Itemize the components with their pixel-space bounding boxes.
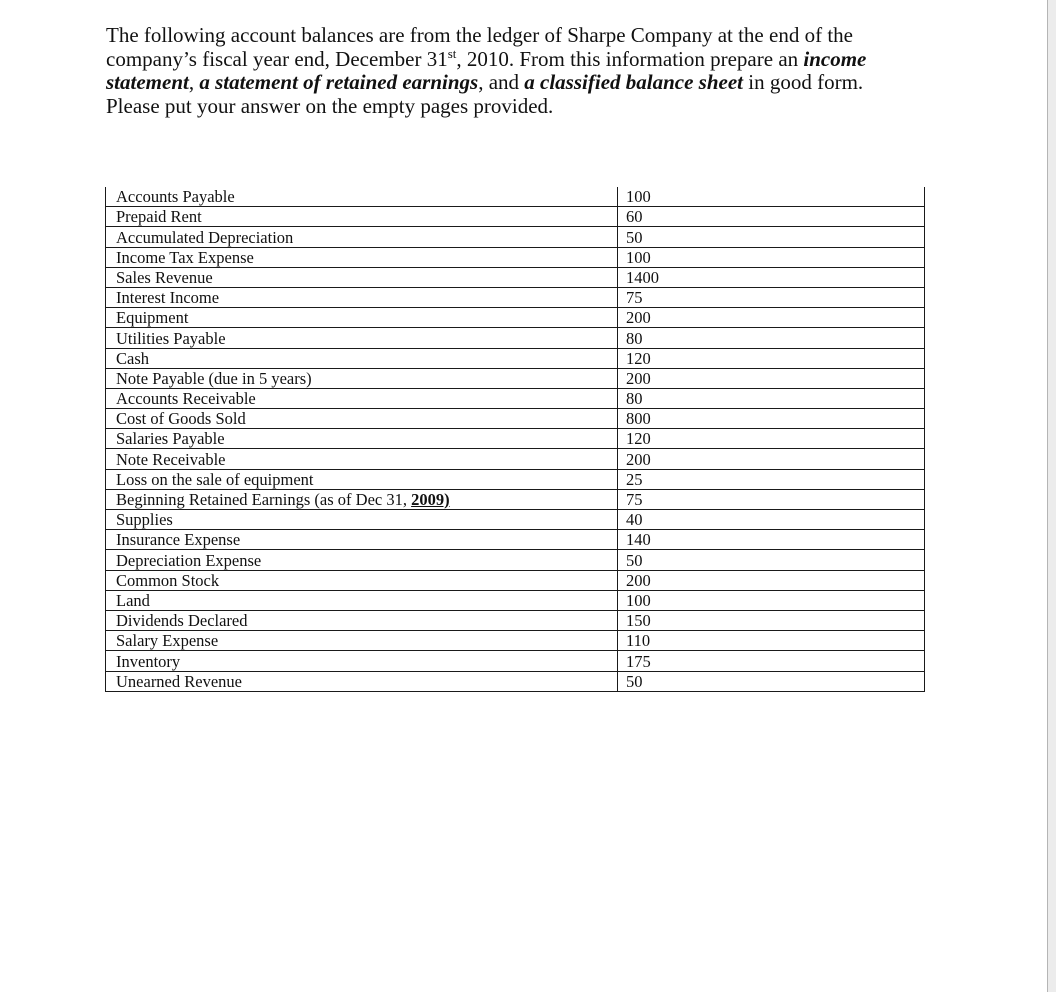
account-name: Unearned Revenue xyxy=(106,671,618,691)
account-amount: 80 xyxy=(618,388,925,408)
account-name: Depreciation Expense xyxy=(106,550,618,570)
table-row xyxy=(106,610,925,630)
table-row xyxy=(106,510,925,530)
account-amount: 800 xyxy=(618,409,925,429)
account-name: Supplies xyxy=(106,510,618,530)
account-name: Cost of Goods Sold xyxy=(106,409,618,429)
table-row xyxy=(106,308,925,328)
account-amount: 40 xyxy=(618,510,925,530)
account-name: Note Receivable xyxy=(106,449,618,469)
table-row xyxy=(106,429,925,449)
account-name: Dividends Declared xyxy=(106,610,618,630)
table-row xyxy=(106,449,925,469)
account-amount: 200 xyxy=(618,308,925,328)
table-row xyxy=(106,409,925,429)
account-amount: 110 xyxy=(618,631,925,651)
account-name: Utilities Payable xyxy=(106,328,618,348)
table-row xyxy=(106,671,925,691)
instructions-paragraph: The following account balances are from the ledger of Sharpe Company at the end of the company’s fiscal year end, December 31st, 2010. From this information prepare an income statement, a statement of retained earnings, and a classified balance sheet in good form. Please put your answer on the empty pages provided. xyxy=(106,23,867,118)
account-name: Inventory xyxy=(106,651,618,671)
account-amount: 140 xyxy=(618,530,925,550)
table-row xyxy=(106,631,925,651)
account-amount: 200 xyxy=(618,449,925,469)
account-amount: 80 xyxy=(618,328,925,348)
account-name: Interest Income xyxy=(106,287,618,307)
account-amount: 150 xyxy=(618,610,925,630)
account-balances-table xyxy=(105,187,925,692)
table-row xyxy=(106,287,925,307)
account-amount: 50 xyxy=(618,227,925,247)
account-amount: 120 xyxy=(618,348,925,368)
account-name: Insurance Expense xyxy=(106,530,618,550)
table-row xyxy=(106,227,925,247)
account-amount: 200 xyxy=(618,368,925,388)
account-name: Income Tax Expense xyxy=(106,247,618,267)
account-amount: 100 xyxy=(618,187,925,207)
account-name: Prepaid Rent xyxy=(106,207,618,227)
account-name-text: Beginning Retained Earnings (as of Dec 31, xyxy=(116,490,412,509)
account-amount: 200 xyxy=(618,570,925,590)
page-edge xyxy=(1047,0,1056,992)
income-statement-emphasis: income statement xyxy=(106,46,867,94)
year-emphasis: 2009) xyxy=(411,490,450,509)
account-name: Accounts Receivable xyxy=(106,388,618,408)
account-amount: 100 xyxy=(618,247,925,267)
table-row xyxy=(106,388,925,408)
account-name: Equipment xyxy=(106,308,618,328)
account-name: Sales Revenue xyxy=(106,267,618,287)
table-row xyxy=(106,530,925,550)
table-row xyxy=(106,469,925,489)
account-amount: 75 xyxy=(618,489,925,509)
table-row xyxy=(106,651,925,671)
account-amount: 100 xyxy=(618,590,925,610)
table-row xyxy=(106,328,925,348)
retained-earnings-emphasis: a statement of retained earnings xyxy=(199,70,479,94)
account-name: Loss on the sale of equipment xyxy=(106,469,618,489)
account-name xyxy=(106,489,618,509)
account-amount: 50 xyxy=(618,671,925,691)
table-row xyxy=(106,570,925,590)
account-name: Note Payable (due in 5 years) xyxy=(106,368,618,388)
table-row xyxy=(106,368,925,388)
table-row xyxy=(106,550,925,570)
ordinal-suffix: st xyxy=(447,45,457,61)
account-name: Common Stock xyxy=(106,570,618,590)
account-amount: 75 xyxy=(618,287,925,307)
table-row xyxy=(106,187,925,207)
account-name: Salary Expense xyxy=(106,631,618,651)
table-row xyxy=(106,247,925,267)
account-amount: 120 xyxy=(618,429,925,449)
balance-sheet-emphasis: a classified balance sheet xyxy=(524,70,743,94)
account-amount: 25 xyxy=(618,469,925,489)
account-name: Land xyxy=(106,590,618,610)
table-row xyxy=(106,590,925,610)
account-name: Salaries Payable xyxy=(106,429,618,449)
account-amount: 175 xyxy=(618,651,925,671)
account-amount: 60 xyxy=(618,207,925,227)
table-row xyxy=(106,267,925,287)
table-row xyxy=(106,207,925,227)
account-amount: 1400 xyxy=(618,267,925,287)
table-row xyxy=(106,348,925,368)
account-name: Accumulated Depreciation xyxy=(106,227,618,247)
account-amount: 50 xyxy=(618,550,925,570)
table-row xyxy=(106,489,925,509)
account-name: Cash xyxy=(106,348,618,368)
account-name: Accounts Payable xyxy=(106,187,618,207)
